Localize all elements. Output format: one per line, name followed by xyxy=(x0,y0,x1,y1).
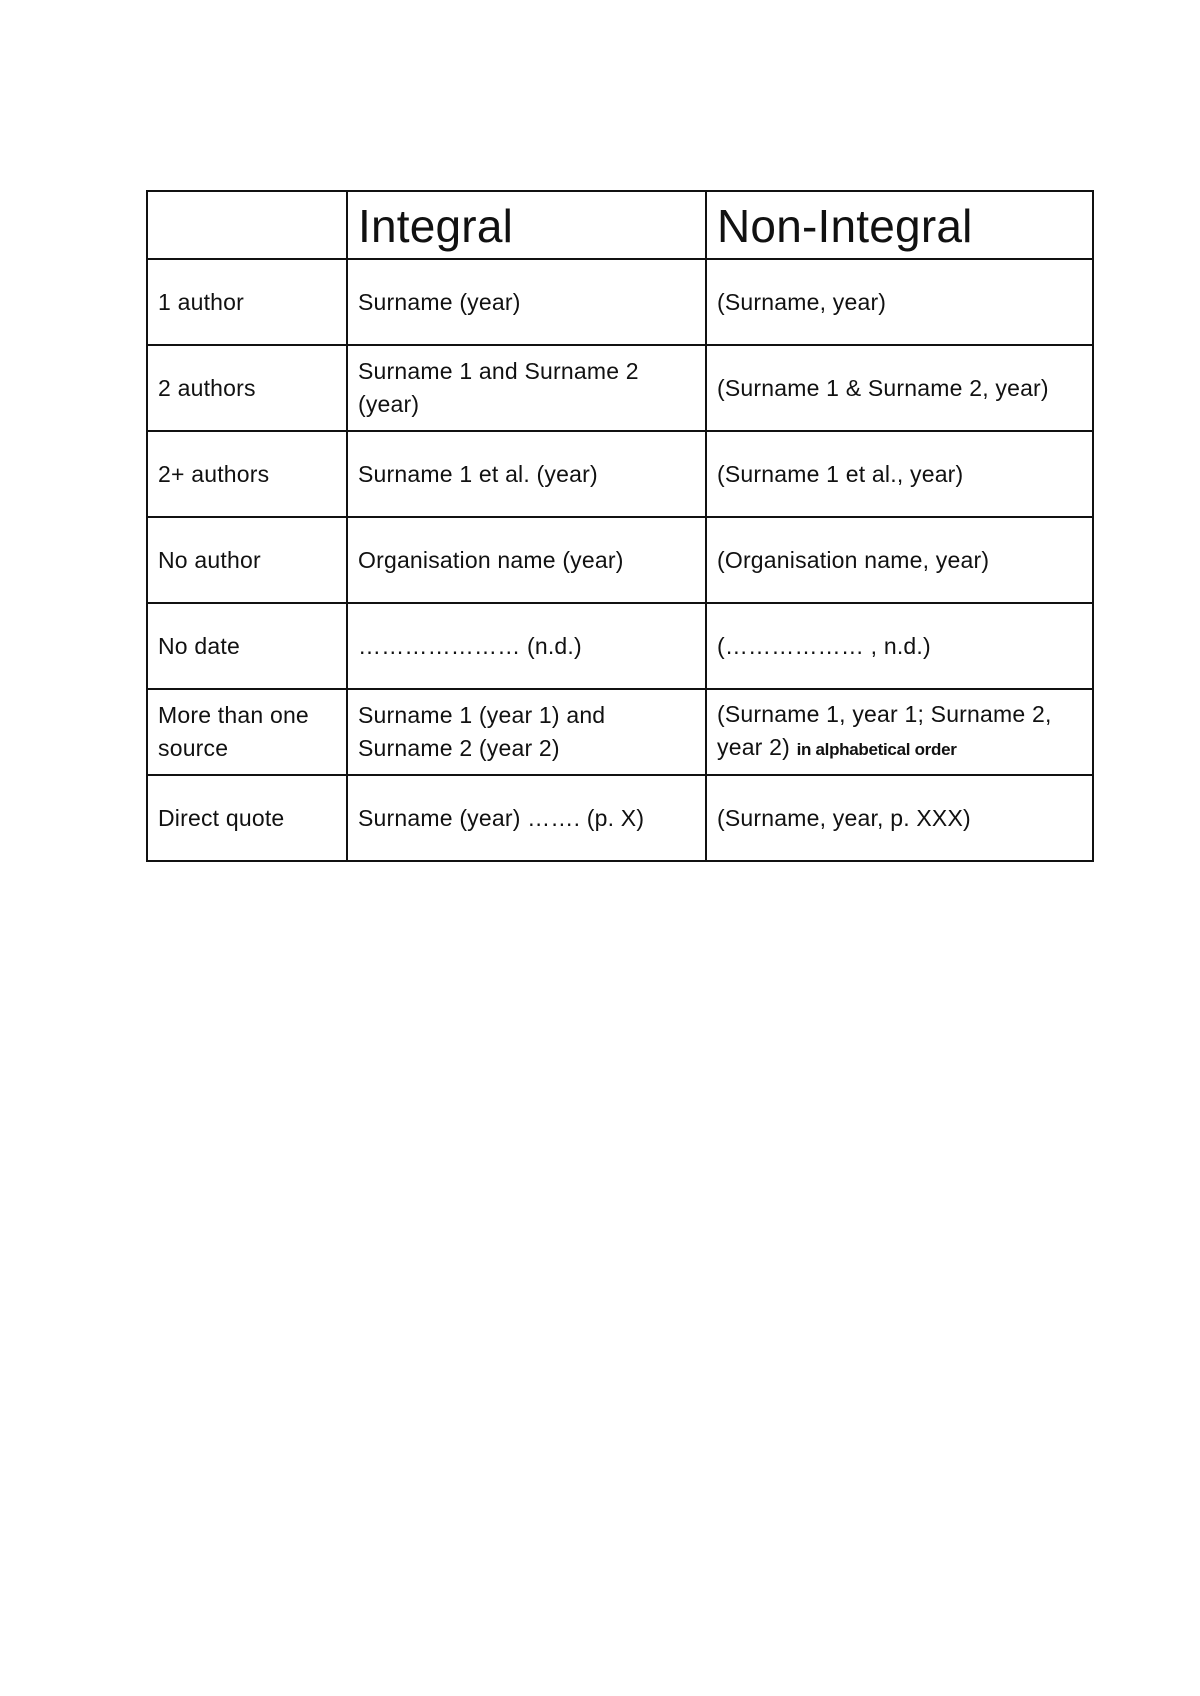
integral-cell: Surname (year) ……. (p. X) xyxy=(347,775,706,861)
table-row xyxy=(147,689,1093,775)
table-body xyxy=(147,259,1093,861)
integral-cell: Surname 1 et al. (year) xyxy=(347,431,706,517)
non-integral-cell: (……………… , n.d.) xyxy=(706,603,1093,689)
row-label: Direct quote xyxy=(147,775,347,861)
integral-cell: Surname (year) xyxy=(347,259,706,345)
row-label: 1 author xyxy=(147,259,347,345)
row-label: No date xyxy=(147,603,347,689)
non-integral-cell: (Surname, year, p. XXX) xyxy=(706,775,1093,861)
integral-cell: ………………… (n.d.) xyxy=(347,603,706,689)
table-row xyxy=(147,775,1093,861)
row-label: 2+ authors xyxy=(147,431,347,517)
row-label: 2 authors xyxy=(147,345,347,431)
non-integral-text: (Surname 1, year 1; Surname 2, year 2) xyxy=(717,701,1052,760)
header-non-integral: Non-Integral xyxy=(706,191,1093,259)
non-integral-cell: (Surname 1 et al., year) xyxy=(706,431,1093,517)
header-integral: Integral xyxy=(347,191,706,259)
non-integral-cell: (Organisation name, year) xyxy=(706,517,1093,603)
header-row xyxy=(147,191,1093,259)
row-label: No author xyxy=(147,517,347,603)
table-row xyxy=(147,259,1093,345)
table-header xyxy=(147,191,1093,259)
table-row xyxy=(147,517,1093,603)
non-integral-cell xyxy=(706,689,1093,775)
table-row xyxy=(147,431,1093,517)
table-row xyxy=(147,603,1093,689)
integral-cell: Surname 1 and Surname 2 (year) xyxy=(347,345,706,431)
non-integral-cell: (Surname, year) xyxy=(706,259,1093,345)
table-row xyxy=(147,345,1093,431)
row-label: More than one source xyxy=(147,689,347,775)
alphabetical-order-note: in alphabetical order xyxy=(796,740,957,759)
integral-cell: Organisation name (year) xyxy=(347,517,706,603)
citation-table xyxy=(146,190,1094,862)
non-integral-cell: (Surname 1 & Surname 2, year) xyxy=(706,345,1093,431)
header-empty-cell xyxy=(147,191,347,259)
integral-cell: Surname 1 (year 1) and Surname 2 (year 2) xyxy=(347,689,706,775)
